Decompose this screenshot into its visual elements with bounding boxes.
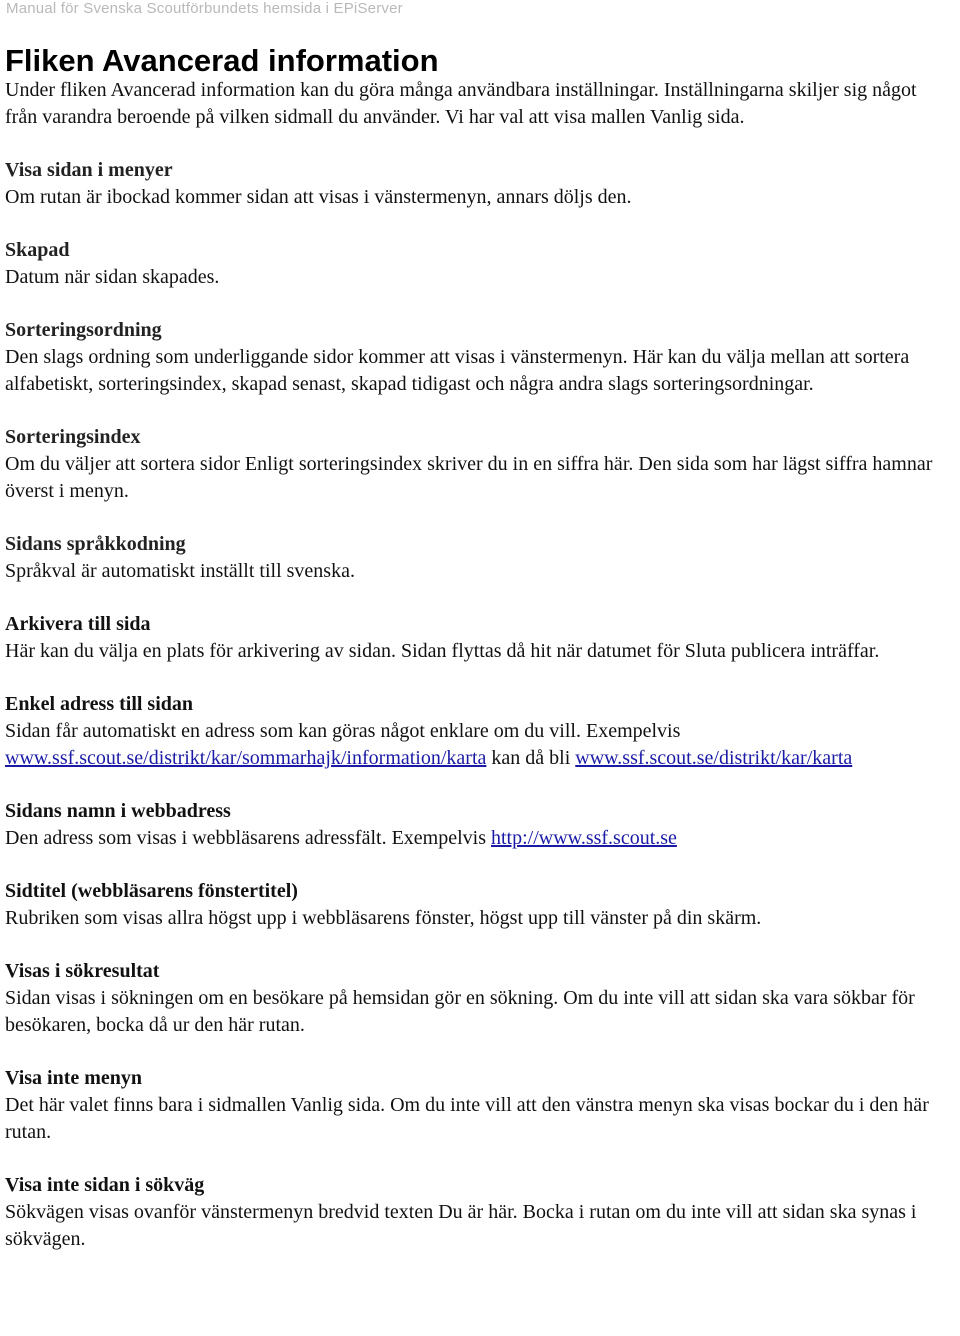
section-text: Sidan visas i sökningen om en besökare på hemsidan gör en sökning. Om du inte vill att sidan ska vara sökbar för besökaren, bocka då ur den här rutan. — [5, 987, 915, 1036]
section-text: Om du väljer att sortera sidor Enligt sorteringsindex skriver du in en siffra här. Den sida som har lägst siffra hamnar överst i menyn. — [5, 453, 933, 502]
section-heading: Sorteringsordning — [5, 319, 162, 341]
running-header: Manual för Svenska Scoutförbundets hemsida i EPiServer — [6, 0, 403, 17]
section-enkel-adress — [5, 691, 950, 772]
section-text-middle: kan då bli — [491, 747, 571, 769]
page-title: Fliken Avancerad information — [5, 43, 439, 78]
section-sorteringsordning — [5, 317, 950, 398]
section-sidans-sprakkodning — [5, 531, 950, 585]
section-heading: Sidtitel (webbläsarens fönstertitel) — [5, 880, 298, 902]
example-short-url-link[interactable]: www.ssf.scout.se/distrikt/kar/karta — [575, 747, 853, 769]
section-heading: Sidans namn i webbadress — [5, 800, 231, 822]
section-visa-inte-menyn — [5, 1065, 950, 1146]
section-text: Den slags ordning som underliggande sidor kommer att visas i vänstermenyn. Här kan du välja mellan att sortera alfabetiskt, sorteringsindex, skapad senast, skapad tidigast och några andra slags sorteringsordningar. — [5, 346, 910, 395]
section-visas-i-sokresultat — [5, 958, 950, 1039]
section-visa-inte-sidan-i-sokvag — [5, 1172, 950, 1253]
section-text: Rubriken som visas allra högst upp i webbläsarens fönster, högst upp till vänster på din skärm. — [5, 907, 762, 929]
section-text — [5, 718, 950, 772]
section-text: Sökvägen visas ovanför vänstermenyn bredvid texten Du är här. Bocka i rutan om du inte vill att sidan ska synas i sökvägen. — [5, 1201, 917, 1250]
section-sorteringsindex — [5, 424, 950, 505]
section-sidans-namn-i-webbadress — [5, 798, 950, 852]
section-heading: Sidans språkkodning — [5, 533, 186, 555]
example-site-url-link[interactable]: http://www.ssf.scout.se — [491, 827, 677, 849]
section-text: Språkval är automatiskt inställt till svenska. — [5, 560, 355, 582]
section-text: Det här valet finns bara i sidmallen Vanlig sida. Om du inte vill att den vänstra menyn ska visas bockar du i den här rutan. — [5, 1094, 929, 1143]
section-visa-sidan-i-menyer — [5, 157, 950, 211]
example-long-url-link[interactable]: www.ssf.scout.se/distrikt/kar/sommarhajk/information/karta — [5, 747, 487, 769]
section-heading: Visa inte menyn — [5, 1067, 143, 1089]
section-text: Datum när sidan skapades. — [5, 266, 220, 288]
document-body — [5, 77, 950, 1253]
section-heading: Visa sidan i menyer — [5, 159, 173, 181]
section-heading: Visas i sökresultat — [5, 960, 160, 982]
section-heading: Enkel adress till sidan — [5, 693, 194, 715]
section-skapad — [5, 237, 950, 291]
section-arkivera-till-sida — [5, 611, 950, 665]
section-heading: Sorteringsindex — [5, 426, 141, 448]
section-heading: Visa inte sidan i sökväg — [5, 1174, 205, 1196]
section-text-before: Den adress som visas i webbläsarens adressfält. Exempelvis — [5, 827, 486, 849]
section-text: Här kan du välja en plats för arkivering av sidan. Sidan flyttas då hit när datumet för Sluta publicera inträffar. — [5, 640, 880, 662]
section-heading: Skapad — [5, 239, 70, 261]
section-text — [5, 825, 950, 852]
section-sidtitel — [5, 878, 950, 932]
section-heading: Arkivera till sida — [5, 613, 151, 635]
section-text-before: Sidan får automatiskt en adress som kan göras något enklare om du vill. Exempelvis — [5, 720, 681, 742]
section-text: Om rutan är ibockad kommer sidan att visas i vänstermenyn, annars döljs den. — [5, 186, 632, 208]
intro-paragraph: Under fliken Avancerad information kan du göra många användbara inställningar. Inställningarna skiljer sig något från varandra beroende på vilken sidmall du använder. Vi har val att visa mallen Vanlig sida. — [5, 79, 917, 128]
